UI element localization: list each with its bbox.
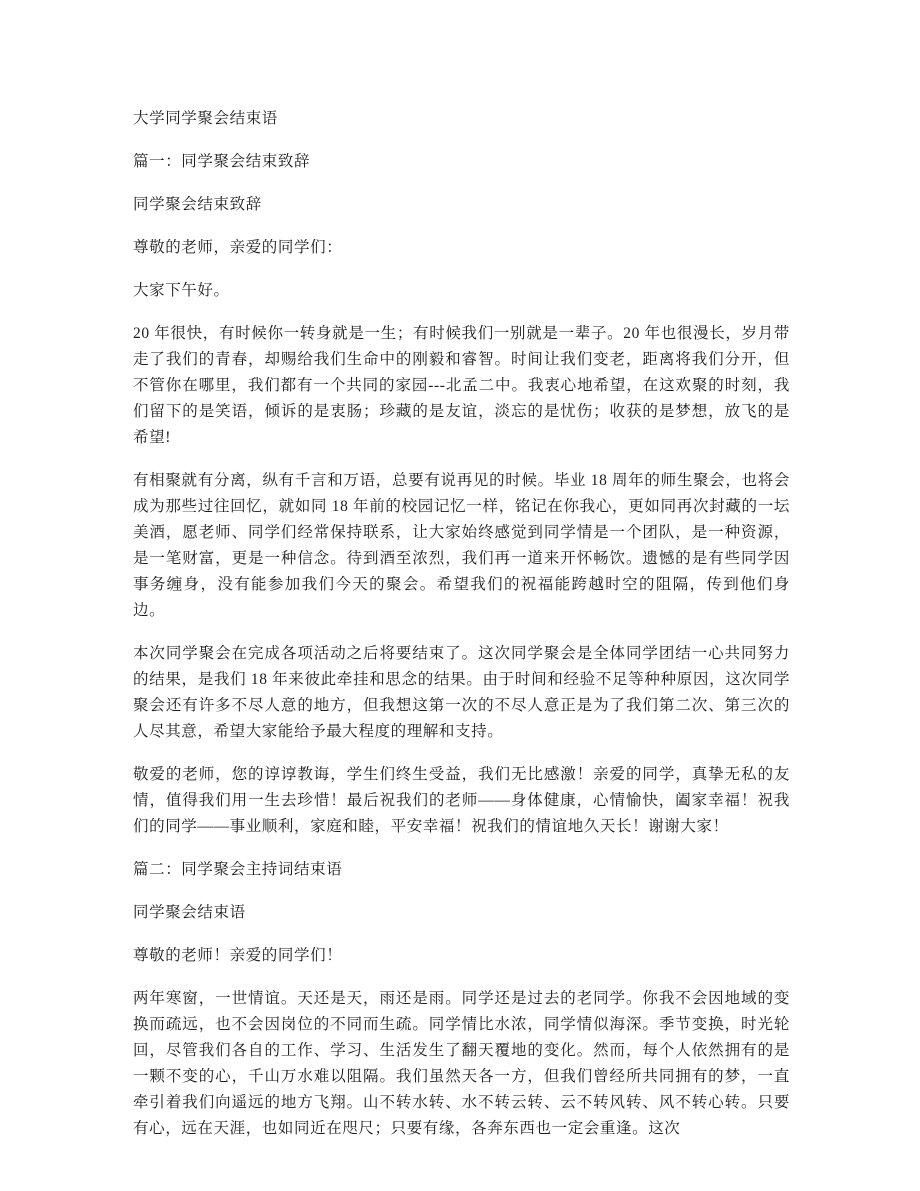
greeting: 大家下午好。 — [133, 282, 230, 299]
paragraph: 有相聚就有分离，纵有千言和万语，总要有说再见的时候。毕业 18 周年的师生聚会，也将会成为那些过往回忆，就如同 18 年前的校园记忆一样，铭记在你我心，更如同再次封藏的一坛美酒，愿老师、同学们经常保持联系，让大家始终感觉到同学情是一个团队，是一种资源，是一笔财富，更是一种信念。待到酒至浓烈，我们再一道来开怀畅饮。遗憾的是有些同学因事务缠身，没有能参加我们今天的聚会。希望我们的祝福能跨越时空的阻隔，传到他们身边。 — [133, 472, 790, 619]
section-1-heading: 篇一：同学聚会结束致辞 — [133, 153, 311, 170]
salutation: 尊敬的老师，亲爱的同学们： — [133, 239, 343, 256]
paragraph: 本次同学聚会在完成各项活动之后将要结束了。这次同学聚会是全体同学团结一心共同努力的结果，是我们 18 年来彼此牵挂和思念的结果。由于时间和经验不足等种种原因，这次同学聚会还有许多不尽人意的地方，但我想这第一次的不尽人意正是为了我们第二次、第三次的人尽其意，希望大家能给予最大程度的理解和支持。 — [133, 645, 790, 740]
paragraph: 两年寒窗，一世情谊。天还是天，雨还是雨。同学还是过去的老同学。你我不会因地域的变换而疏远，也不会因岗位的不同而生疏。同学情比水浓，同学情似海深。季节变换，时光轮回，尽管我们各自的工作、学习、生活发生了翻天覆地的变化。然而，每个人依然拥有的是一颗不变的心，千山万水难以阻隔。我们虽然天各一方，但我们曾经所共同拥有的梦，一直牵引着我们向遥远的地方飞翔。山不转水转、水不转云转、云不转风转、风不转心转。只要有心，远在天涯，也如同近在咫尺；只要有缘，各奔东西也一定会重逢。这次 — [133, 990, 790, 1137]
section-2-heading: 篇二：同学聚会主持词结束语 — [133, 861, 343, 878]
section-1-subtitle: 同学聚会结束致辞 — [133, 196, 262, 213]
section-2-subtitle: 同学聚会结束语 — [133, 904, 246, 921]
paragraph: 20 年很快，有时候你一转身就是一生；有时候我们一别就是一辈子。20 年也很漫长，岁月带走了我们的青春，却赐给我们生命中的刚毅和睿智。时间让我们变老，距离将我们分开，但不管你在哪里，我们都有一个共同的家园---北孟二中。我衷心地希望，在这欢聚的时刻，我们留下的是笑语，倾诉的是衷肠；珍藏的是友谊，淡忘的是忧伤；收获的是梦想，放飞的是希望! — [133, 325, 790, 446]
salutation-2: 尊敬的老师！亲爱的同学们！ — [133, 947, 343, 964]
paragraph: 敬爱的老师，您的谆谆教诲，学生们终生受益，我们无比感激！亲爱的同学，真挚无私的友情，值得我们用一生去珍惜！最后祝我们的老师——身体健康，心情愉快，阖家幸福！祝我们的同学——事业顺利，家庭和睦，平安幸福！祝我们的情谊地久天长！谢谢大家！ — [133, 766, 790, 835]
document-title: 大学同学聚会结束语 — [133, 110, 278, 127]
